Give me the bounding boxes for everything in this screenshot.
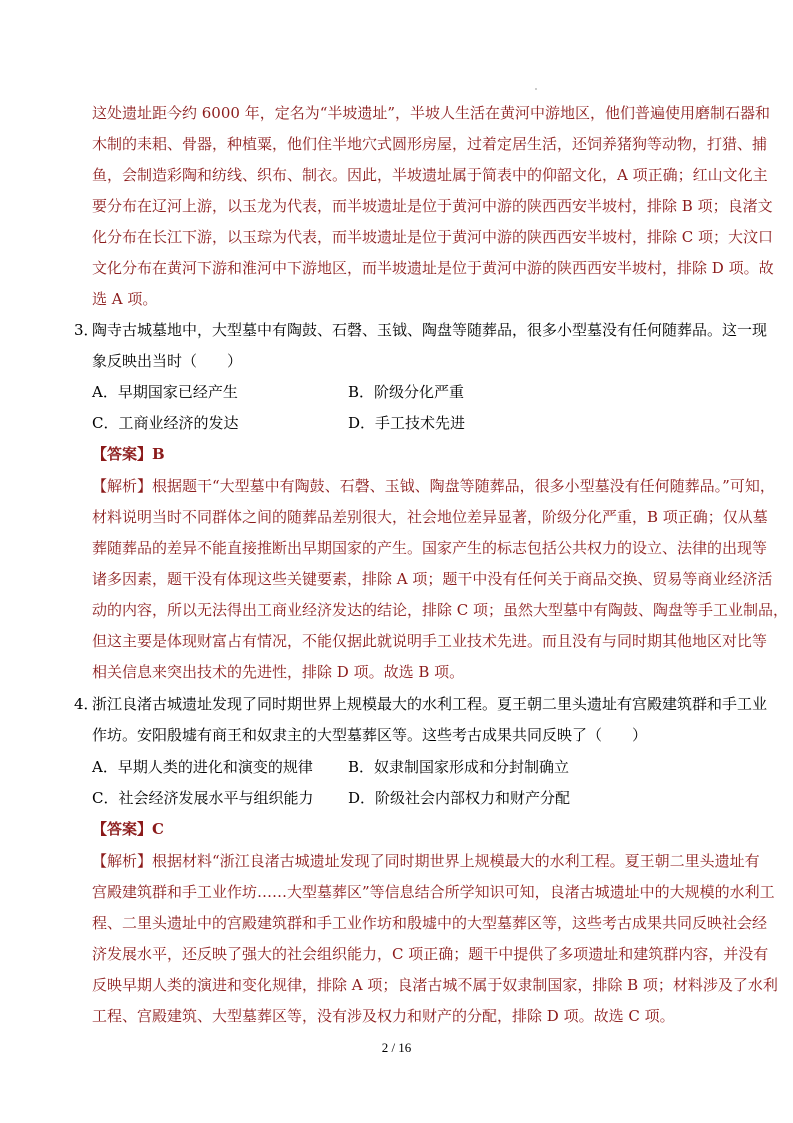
- q4-analysis-line-5: 反映早期人类的演进和变化规律，排除 A 项；良渚古城不属于奴隶制国家，排除 B 项；材料涉及了水利: [92, 976, 778, 994]
- q4-analysis-line-2: 宫殿建筑群和手工业作坊……大型墓葬区”等信息结合所学知识可知，良渚古城遗址中的大规模的水利工: [92, 883, 775, 901]
- q4-option-d: D．阶级社会内部权力和财产分配: [348, 789, 571, 807]
- q3-number: 3．: [74, 321, 99, 339]
- q4-option-b: B．奴隶制国家形成和分封制确立: [348, 758, 570, 776]
- q4-option-a: A．早期人类的进化和演变的规律: [92, 758, 313, 776]
- q3-option-a: A．早期国家已经产生: [92, 383, 238, 401]
- q3-analysis-line-2: 材料说明当时不同群体之间的随葬品差别很大，社会地位差异显著，阶级分化严重，B 项正确；仅从墓: [92, 508, 768, 526]
- q4-analysis-line-6: 工程、宫殿建筑、大型墓葬区等，没有涉及权力和财产的分配，排除 D 项。故选 C 项。: [92, 1007, 675, 1025]
- q3-analysis-line-1: 【解析】根据题干“大型墓中有陶鼓、石磬、玉钺、陶盘等随葬品，很多小型墓没有任何随葬品。”可知，: [92, 477, 775, 495]
- prev-analysis-line-3: 鱼，会制造彩陶和纺线、织布、制衣。因此，半坡遗址属于简表中的仰韶文化，A 项正确；红山文化主: [92, 166, 768, 184]
- prev-analysis-line-4: 要分布在辽河上游，以玉龙为代表，而半坡遗址是位于黄河中游的陕西西安半坡村，排除 B 项；良渚文: [92, 197, 773, 215]
- q4-option-c: C．社会经济发展水平与组织能力: [92, 789, 314, 807]
- q3-option-c: C．工商业经济的发达: [92, 414, 239, 432]
- q3-analysis-line-5: 动的内容，所以无法得出工商业经济发达的结论，排除 C 项；虽然大型墓中有陶鼓、陶盘等手工业制品，: [92, 601, 789, 619]
- q4-analysis-line-4: 济发展水平，还反映了强大的社会组织能力，C 项正确；题干中提供了多项遗址和建筑群内容，并没有: [92, 945, 769, 963]
- prev-analysis-line-5: 化分布在长江下游，以玉琮为代表，而半坡遗址是位于黄河中游的陕西西安半坡村，排除 C 项；大汶口: [92, 228, 774, 246]
- q4-answer: 【答案】C: [92, 820, 164, 838]
- q4-analysis-line-1: 【解析】根据材料“浙江良渚古城遗址发现了同时期世界上规模最大的水利工程。夏王朝二里头遗址有: [92, 852, 760, 870]
- page-number: 2 / 16: [381, 1040, 412, 1055]
- q3-analysis-line-6: 但这主要是体现财富占有情况，不能仅据此就说明手工业技术先进。而且没有与同时期其他地区对比等: [92, 632, 768, 650]
- q4-stem-line-1: 浙江良渚古城遗址发现了同时期世界上规模最大的水利工程。夏王朝二里头遗址有宫殿建筑群和手工业: [92, 695, 768, 713]
- prev-analysis-line-7: 选 A 项。: [92, 290, 158, 308]
- q3-answer: 【答案】B: [92, 445, 165, 463]
- q3-analysis-line-4: 诸多因素，题干没有体现这些关键要素，排除 A 项；题干中没有任何关于商品交换、贸易等商业经济活: [92, 570, 773, 588]
- prev-analysis-line-2: 木制的耒耜、骨器，种植粟，他们住半地穴式圆形房屋，过着定居生活，还饲养猪狗等动物，打猎、捕: [92, 135, 768, 153]
- q4-stem-line-2: 作坊。安阳殷墟有商王和奴隶主的大型墓葬区等。这些考古成果共同反映了（ ）: [92, 726, 648, 744]
- prev-analysis-line-1: 这处遗址距今约 6000 年，定名为“半坡遗址”，半坡人生活在黄河中游地区，他们普遍使用磨制石器和: [92, 104, 771, 122]
- q3-analysis-line-3: 葬随葬品的差异不能直接推断出早期国家的产生。国家产生的标志包括公共权力的设立、法律的出现等: [92, 539, 768, 557]
- q3-analysis-line-7: 相关信息来突出技术的先进性，排除 D 项。故选 B 项。: [92, 663, 465, 681]
- q4-analysis-line-3: 程、二里头遗址中的宫殿建筑群和手工业作坊和殷墟中的大型墓葬区等，这些考古成果共同反映社会经: [92, 914, 768, 932]
- q3-option-b: B．阶级分化严重: [348, 383, 465, 401]
- q3-stem-line-1: 陶寺古城墓地中，大型墓中有陶鼓、石磬、玉钺、陶盘等随葬品，很多小型墓没有任何随葬品。这一现: [92, 321, 768, 339]
- prev-analysis-line-6: 文化分布在黄河下游和淮河中下游地区，而半坡遗址是位于黄河中游的陕西西安半坡村，排除 D 项。故: [92, 259, 774, 277]
- scan-dot: [535, 88, 537, 90]
- q3-stem-line-2: 象反映出当时（ ）: [92, 352, 243, 370]
- q4-number: 4．: [74, 695, 99, 713]
- q3-option-d: D．手工技术先进: [348, 414, 466, 432]
